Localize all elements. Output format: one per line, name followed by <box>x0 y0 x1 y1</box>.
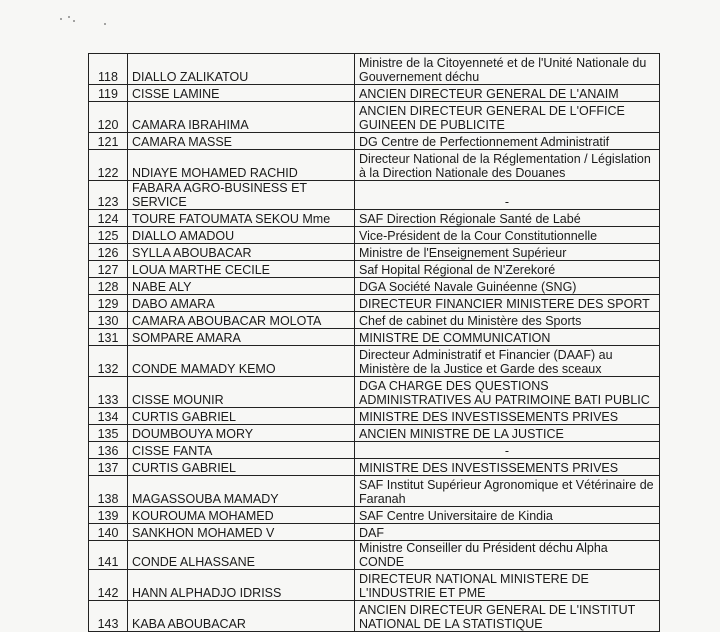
person-name: FABARA AGRO-BUSINESS ET SERVICE <box>128 181 355 210</box>
table-row <box>89 601 660 632</box>
person-name: SOMPARE AMARA <box>128 329 355 346</box>
person-function: Saf Hopital Régional de N'Zerekoré <box>355 261 660 278</box>
row-number: 137 <box>89 459 128 476</box>
officials-table <box>88 53 660 632</box>
table-row <box>89 408 660 425</box>
table-row <box>89 278 660 295</box>
person-function: ANCIEN DIRECTEUR GENERAL DE L'OFFICE GUINEEN DE PUBLICITE <box>355 102 660 133</box>
row-number: 121 <box>89 133 128 150</box>
row-number: 127 <box>89 261 128 278</box>
table-row <box>89 102 660 133</box>
person-name: TOURE FATOUMATA SEKOU Mme <box>128 210 355 227</box>
table-row <box>89 346 660 377</box>
person-function: ANCIEN DIRECTEUR GENERAL DE L'ANAIM <box>355 85 660 102</box>
person-function: ANCIEN DIRECTEUR GENERAL DE L'INSTITUT NATIONAL DE LA STATISTIQUE <box>355 601 660 632</box>
person-function: DGA CHARGE DES QUESTIONS ADMINISTRATIVES AU PATRIMOINE BATI PUBLIC <box>355 377 660 408</box>
person-function: SAF Direction Régionale Santé de Labé <box>355 210 660 227</box>
person-function: Chef de cabinet du Ministère des Sports <box>355 312 660 329</box>
table-row <box>89 181 660 210</box>
row-number: 142 <box>89 570 128 601</box>
row-number: 136 <box>89 442 128 459</box>
table-row <box>89 150 660 181</box>
person-name: CISSE MOUNIR <box>128 377 355 408</box>
table-row <box>89 524 660 541</box>
person-function: DG Centre de Perfectionnement Administratif <box>355 133 660 150</box>
table-row <box>89 54 660 85</box>
row-number: 124 <box>89 210 128 227</box>
person-name: DIALLO AMADOU <box>128 227 355 244</box>
table-row <box>89 312 660 329</box>
person-name: HANN ALPHADJO IDRISS <box>128 570 355 601</box>
row-number: 138 <box>89 476 128 507</box>
row-number: 118 <box>89 54 128 85</box>
person-function: DAF <box>355 524 660 541</box>
person-function: Vice-Président de la Cour Constitutionnelle <box>355 227 660 244</box>
person-name: DABO AMARA <box>128 295 355 312</box>
table-row <box>89 210 660 227</box>
person-name: SYLLA ABOUBACAR <box>128 244 355 261</box>
row-number: 132 <box>89 346 128 377</box>
person-name: DIALLO ZALIKATOU <box>128 54 355 85</box>
scan-specks <box>60 14 120 28</box>
person-function: ANCIEN MINISTRE DE LA JUSTICE <box>355 425 660 442</box>
person-name: CONDE ALHASSANE <box>128 541 355 570</box>
row-number: 133 <box>89 377 128 408</box>
row-number: 140 <box>89 524 128 541</box>
person-name: DOUMBOUYA MORY <box>128 425 355 442</box>
person-function: MINISTRE DES INVESTISSEMENTS PRIVES <box>355 408 660 425</box>
row-number: 129 <box>89 295 128 312</box>
table-row <box>89 541 660 570</box>
row-number: 139 <box>89 507 128 524</box>
person-function: Directeur National de la Réglementation / Législation à la Direction Nationale des Douanes <box>355 150 660 181</box>
row-number: 134 <box>89 408 128 425</box>
table-body <box>89 54 660 632</box>
row-number: 119 <box>89 85 128 102</box>
row-number: 131 <box>89 329 128 346</box>
table-row <box>89 295 660 312</box>
person-name: CISSE FANTA <box>128 442 355 459</box>
person-function: Ministre de la Citoyenneté et de l'Unité Nationale du Gouvernement déchu <box>355 54 660 85</box>
table-row <box>89 227 660 244</box>
person-name: CAMARA MASSE <box>128 133 355 150</box>
table-row <box>89 85 660 102</box>
person-function: DGA Société Navale Guinéenne (SNG) <box>355 278 660 295</box>
person-name: LOUA MARTHE CECILE <box>128 261 355 278</box>
person-name: CONDE MAMADY KEMO <box>128 346 355 377</box>
row-number: 126 <box>89 244 128 261</box>
person-name: CISSE LAMINE <box>128 85 355 102</box>
table-row <box>89 329 660 346</box>
person-function: DIRECTEUR FINANCIER MINISTERE DES SPORT <box>355 295 660 312</box>
table-row <box>89 570 660 601</box>
person-name: CAMARA IBRAHIMA <box>128 102 355 133</box>
person-name: CAMARA ABOUBACAR MOLOTA <box>128 312 355 329</box>
row-number: 120 <box>89 102 128 133</box>
person-name: NABE ALY <box>128 278 355 295</box>
row-number: 123 <box>89 181 128 210</box>
person-function: SAF Institut Supérieur Agronomique et Vétérinaire de Faranah <box>355 476 660 507</box>
row-number: 135 <box>89 425 128 442</box>
table-row <box>89 442 660 459</box>
person-function: SAF Centre Universitaire de Kindia <box>355 507 660 524</box>
person-name: SANKHON MOHAMED V <box>128 524 355 541</box>
row-number: 141 <box>89 541 128 570</box>
person-name: KOUROUMA MOHAMED <box>128 507 355 524</box>
person-function: - <box>355 442 660 459</box>
person-name: KABA ABOUBACAR <box>128 601 355 632</box>
table-row <box>89 261 660 278</box>
table-row <box>89 425 660 442</box>
table-row <box>89 476 660 507</box>
person-function: Directeur Administratif et Financier (DAAF) au Ministère de la Justice et Garde des sceaux <box>355 346 660 377</box>
row-number: 128 <box>89 278 128 295</box>
table-row <box>89 244 660 261</box>
person-name: CURTIS GABRIEL <box>128 408 355 425</box>
person-function: Ministre de l'Enseignement Supérieur <box>355 244 660 261</box>
person-name: MAGASSOUBA MAMADY <box>128 476 355 507</box>
row-number: 125 <box>89 227 128 244</box>
row-number: 143 <box>89 601 128 632</box>
person-function: Ministre Conseiller du Président déchu Alpha CONDE <box>355 541 660 570</box>
person-function: DIRECTEUR NATIONAL MINISTERE DE L'INDUSTRIE ET PME <box>355 570 660 601</box>
row-number: 130 <box>89 312 128 329</box>
table-row <box>89 459 660 476</box>
row-number: 122 <box>89 150 128 181</box>
table-row <box>89 507 660 524</box>
person-function: MINISTRE DE COMMUNICATION <box>355 329 660 346</box>
person-name: CURTIS GABRIEL <box>128 459 355 476</box>
person-name: NDIAYE MOHAMED RACHID <box>128 150 355 181</box>
table-row <box>89 377 660 408</box>
person-function: MINISTRE DES INVESTISSEMENTS PRIVES <box>355 459 660 476</box>
person-function: - <box>355 181 660 210</box>
table-row <box>89 133 660 150</box>
